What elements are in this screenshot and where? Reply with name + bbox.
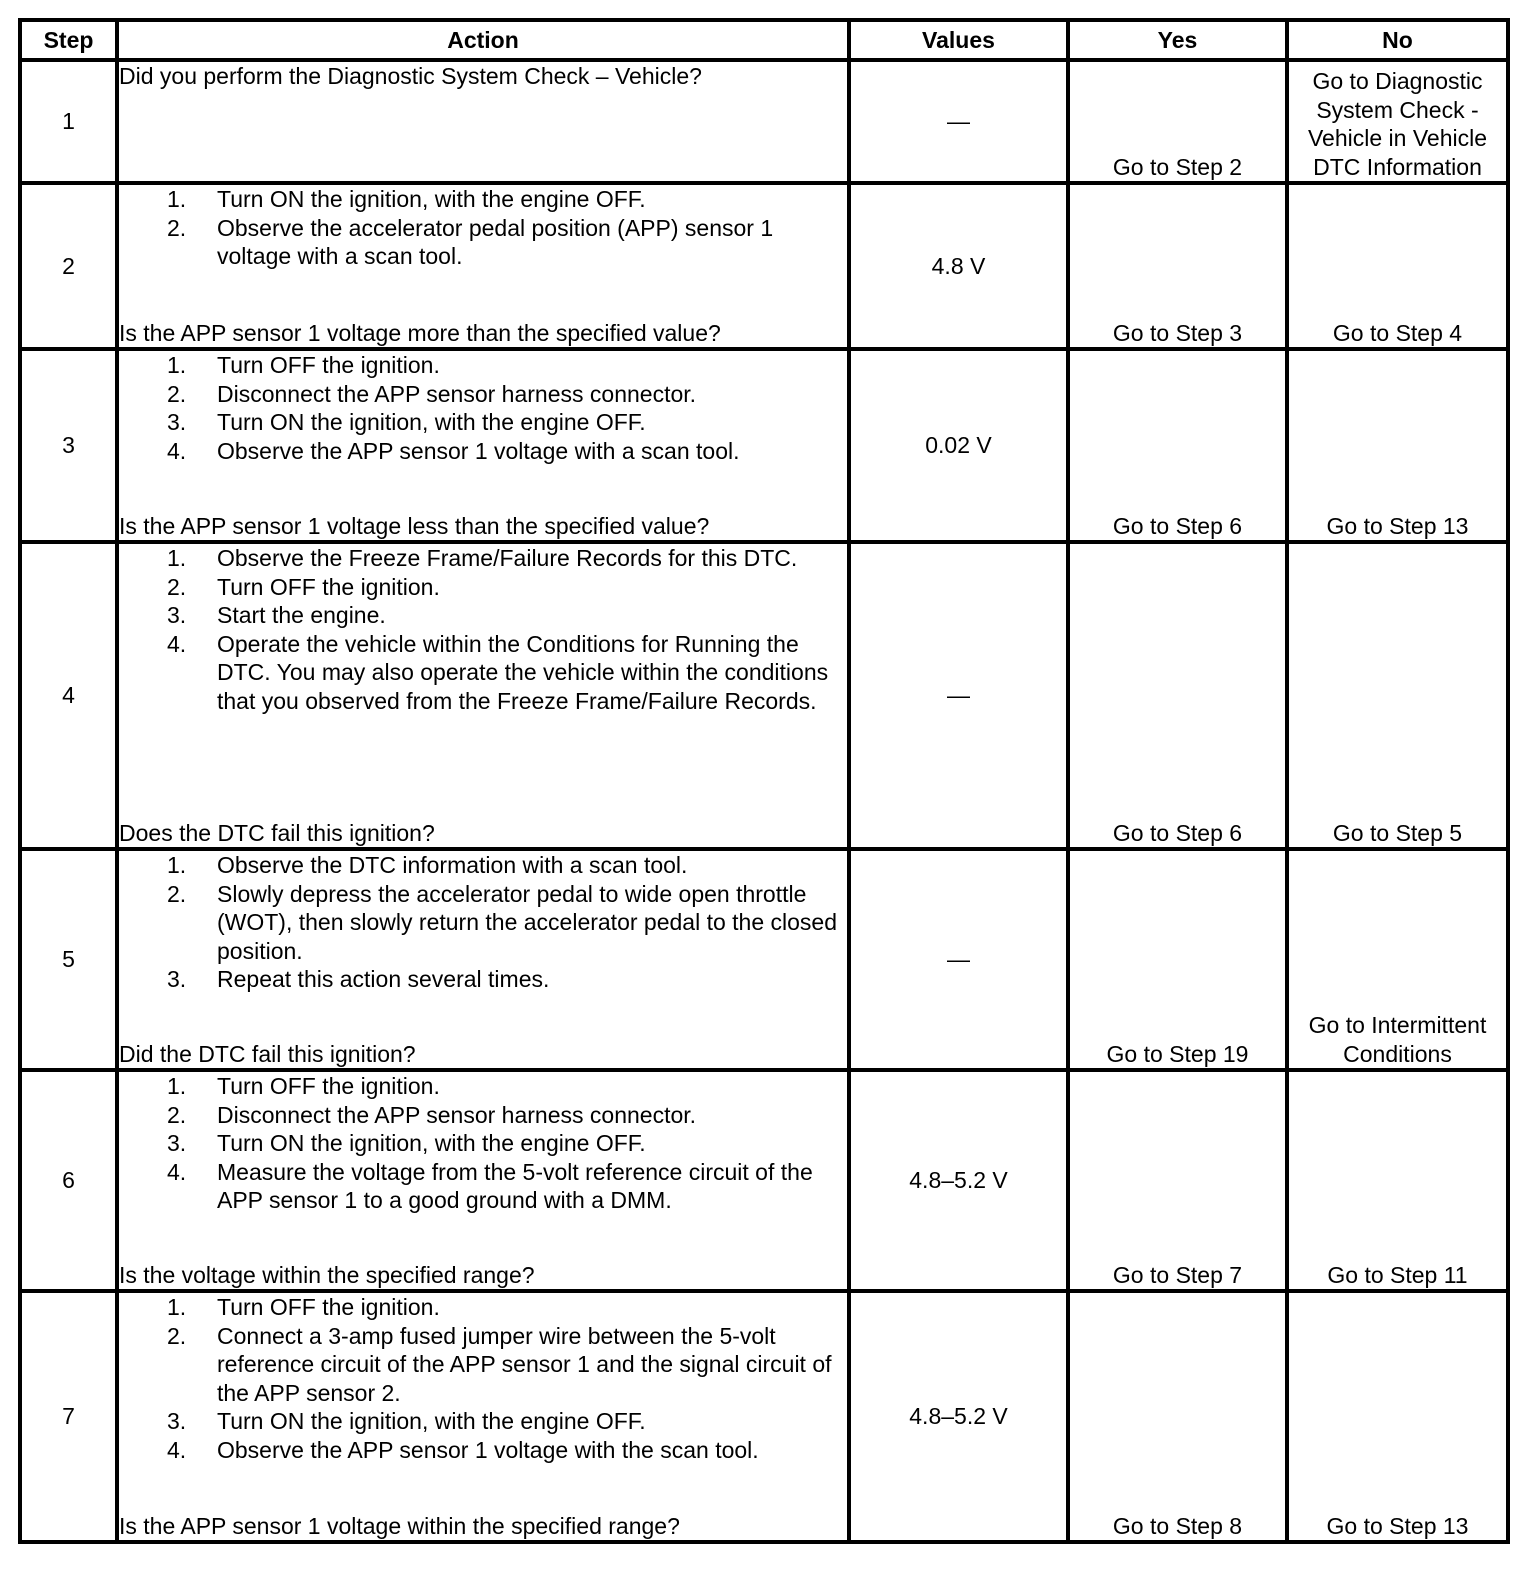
action-top [119, 185, 847, 271]
action-step-number: 3. [167, 1130, 187, 1156]
action-step [119, 544, 847, 573]
action-step [119, 1129, 847, 1158]
action-step-number: 1. [167, 186, 187, 212]
table-row [20, 1291, 1508, 1542]
action-steps [119, 544, 847, 715]
action-cell [117, 849, 849, 1070]
action-step-number: 2. [167, 573, 187, 600]
action-step [119, 380, 847, 409]
header-values: Values [849, 20, 1068, 60]
action-steps [119, 351, 847, 465]
action-content [119, 351, 847, 540]
header-action: Action [117, 20, 849, 60]
action-step [119, 1072, 847, 1101]
action-top [119, 544, 847, 715]
no-cell: Go to Step 13 [1287, 349, 1508, 542]
action-question: Is the APP sensor 1 voltage within the specified range? [119, 1512, 680, 1539]
action-step-number: 1. [167, 1294, 187, 1320]
action-step [119, 601, 847, 630]
action-step [119, 1293, 847, 1322]
action-step [119, 1436, 847, 1465]
action-step-number: 4. [167, 630, 187, 657]
action-question: Is the voltage within the specified range? [119, 1261, 535, 1288]
action-steps [119, 851, 847, 994]
yes-cell: Go to Step 6 [1068, 542, 1287, 849]
action-content [119, 851, 847, 1068]
no-cell: Go to Step 11 [1287, 1070, 1508, 1291]
action-top [119, 1293, 847, 1464]
action-content [119, 185, 847, 347]
value-cell: 4.8–5.2 V [849, 1291, 1068, 1542]
action-step-text: Repeat this action several times. [217, 966, 550, 992]
header-no: No [1287, 20, 1508, 60]
action-step-number: 1. [167, 1073, 187, 1099]
header-row [20, 20, 1508, 60]
table-row [20, 349, 1508, 542]
action-step-number: 3. [167, 1408, 187, 1434]
action-step-text: Disconnect the APP sensor harness connector. [217, 380, 697, 407]
action-step-text: Disconnect the APP sensor harness connector. [217, 1101, 697, 1128]
value-cell: 4.8–5.2 V [849, 1070, 1068, 1291]
no-cell: Go to Diagnostic System Check - Vehicle in Vehicle DTC Information [1287, 60, 1508, 183]
action-step [119, 214, 847, 271]
action-top [119, 62, 847, 91]
step-number: 1 [20, 60, 117, 183]
action-step-text: Observe the APP sensor 1 voltage with the scan tool. [217, 1436, 759, 1463]
action-step [119, 1158, 847, 1215]
step-number: 7 [20, 1291, 117, 1542]
action-question: Is the APP sensor 1 voltage less than the specified value? [119, 512, 710, 539]
action-step-text: Observe the accelerator pedal position (APP) sensor 1 voltage with a scan tool. [217, 214, 774, 269]
action-step-text: Turn OFF the ignition. [217, 573, 440, 600]
table-row [20, 542, 1508, 849]
step-number: 2 [20, 183, 117, 349]
action-cell [117, 183, 849, 349]
yes-cell: Go to Step 6 [1068, 349, 1287, 542]
action-content [119, 1072, 847, 1289]
header-yes: Yes [1068, 20, 1287, 60]
action-step [119, 351, 847, 380]
action-top [119, 851, 847, 994]
value-cell: — [849, 849, 1068, 1070]
action-step [119, 437, 847, 466]
action-cell [117, 349, 849, 542]
action-step-number: 1. [167, 545, 187, 571]
action-step-number: 3. [167, 966, 187, 992]
action-steps [119, 1072, 847, 1215]
action-step-text: Operate the vehicle within the Conditions for Running the DTC. You may also operate the vehicle within the conditions that you observed from the Freeze Frame/Failure Records. [217, 630, 829, 714]
action-step-number: 1. [167, 852, 187, 878]
action-step-text: Start the engine. [217, 602, 386, 628]
table-row [20, 849, 1508, 1070]
action-question: Does the DTC fail this ignition? [119, 819, 435, 846]
action-step [119, 851, 847, 880]
action-cell [117, 1291, 849, 1542]
action-step-text: Observe the Freeze Frame/Failure Records for this DTC. [217, 545, 798, 571]
action-step [119, 1322, 847, 1408]
action-intro: Did you perform the Diagnostic System Check – Vehicle? [119, 63, 702, 89]
action-step-number: 4. [167, 1436, 187, 1463]
action-steps [119, 1293, 847, 1464]
action-step-text: Turn ON the ignition, with the engine OFF. [217, 186, 646, 212]
action-step-text: Turn ON the ignition, with the engine OFF. [217, 1408, 646, 1434]
action-step-number: 2. [167, 1322, 187, 1349]
action-step-text: Turn OFF the ignition. [217, 1073, 440, 1099]
action-step-text: Turn OFF the ignition. [217, 352, 440, 378]
yes-cell: Go to Step 8 [1068, 1291, 1287, 1542]
action-step-number: 1. [167, 352, 187, 378]
action-content [119, 544, 847, 847]
table-row [20, 1070, 1508, 1291]
no-cell: Go to Step 5 [1287, 542, 1508, 849]
action-step-number: 2. [167, 880, 187, 907]
yes-cell: Go to Step 19 [1068, 849, 1287, 1070]
yes-cell: Go to Step 2 [1068, 60, 1287, 183]
action-step-number: 2. [167, 214, 187, 241]
action-step [119, 880, 847, 966]
action-step-number: 2. [167, 380, 187, 407]
action-steps [119, 185, 847, 271]
action-step-number: 3. [167, 409, 187, 435]
action-step [119, 185, 847, 214]
value-cell: — [849, 60, 1068, 183]
action-step-text: Turn ON the ignition, with the engine OFF. [217, 409, 646, 435]
action-step-number: 4. [167, 437, 187, 464]
no-cell: Go to Step 4 [1287, 183, 1508, 349]
diagnostic-table [18, 18, 1510, 1544]
action-step [119, 1101, 847, 1130]
action-step-text: Turn ON the ignition, with the engine OFF. [217, 1130, 646, 1156]
action-content [119, 1293, 847, 1540]
yes-cell: Go to Step 3 [1068, 183, 1287, 349]
action-step-text: Slowly depress the accelerator pedal to wide open throttle (WOT), then slowly return the accelerator pedal to the closed position. [217, 880, 838, 964]
table-row [20, 60, 1508, 183]
action-step-number: 3. [167, 602, 187, 628]
yes-cell: Go to Step 7 [1068, 1070, 1287, 1291]
step-number: 6 [20, 1070, 117, 1291]
step-number: 3 [20, 349, 117, 542]
action-step-text: Measure the voltage from the 5-volt reference circuit of the APP sensor 1 to a good ground with a DMM. [217, 1158, 813, 1213]
table-header [20, 20, 1508, 60]
action-top [119, 1072, 847, 1215]
action-step-number: 4. [167, 1158, 187, 1185]
action-question: Did the DTC fail this ignition? [119, 1040, 416, 1067]
no-cell: Go to Intermittent Conditions [1287, 849, 1508, 1070]
table-body [20, 60, 1508, 1542]
action-cell [117, 542, 849, 849]
action-step-number: 2. [167, 1101, 187, 1128]
action-step [119, 1407, 847, 1436]
step-number: 4 [20, 542, 117, 849]
value-cell: 4.8 V [849, 183, 1068, 349]
no-cell: Go to Step 13 [1287, 1291, 1508, 1542]
action-cell [117, 1070, 849, 1291]
action-top [119, 351, 847, 465]
action-step-text: Turn OFF the ignition. [217, 1294, 440, 1320]
action-step [119, 573, 847, 602]
step-number: 5 [20, 849, 117, 1070]
action-step [119, 630, 847, 716]
action-cell [117, 60, 849, 183]
action-step-text: Observe the DTC information with a scan tool. [217, 852, 688, 878]
table-row [20, 183, 1508, 349]
action-step [119, 965, 847, 994]
action-step-text: Observe the APP sensor 1 voltage with a scan tool. [217, 437, 740, 464]
action-content [119, 62, 847, 181]
value-cell: — [849, 542, 1068, 849]
action-step [119, 408, 847, 437]
header-step: Step [20, 20, 117, 60]
value-cell: 0.02 V [849, 349, 1068, 542]
action-question: Is the APP sensor 1 voltage more than the specified value? [119, 319, 721, 346]
action-step-text: Connect a 3-amp fused jumper wire between the 5-volt reference circuit of the APP sensor 1 and the signal circuit of the APP sensor 2. [217, 1322, 832, 1406]
